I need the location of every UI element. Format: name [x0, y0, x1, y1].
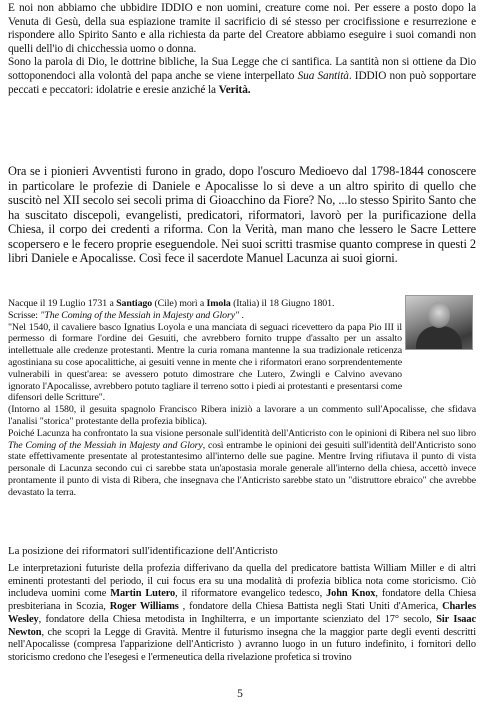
person-name: Roger Williams — [109, 601, 179, 613]
book-title: "The Coming of the Messiah in Majesty and Glory" — [40, 309, 240, 321]
italic-term: Sua Santità — [297, 69, 349, 82]
paragraph-lacunza — [8, 298, 476, 499]
paragraph-adventist-pioneers: Ora se i pionieri Avventisti furono in grado, dopo l'oscuro Medioevo dal 1798-1844 conoscere in particolare le profezie di Daniele e Apocalisse lo si deve a un altro spirito di quello che suscitò nel XII secolo sei secoli prima di Gioacchino da Fiore? No, ...lo stesso Spirito Santo che ha suscitato discepoli, evangelisti, predicatori, riformatori, lavorò per la purificazione della Chiesa, il corpo dei credenti a riforma. Con la Verità, man mano che lessero le Sacre Lettere scopersero e le fecero proprie eseguendole. Nei suoi scritti trasmise quanto comprese in questi 2 libri Daniele e Apocalisse. Così fece il sacerdote Manuel Lacunza ai suoi giorni. — [8, 164, 476, 265]
paragraph-text: . IDDIO non può sopportare peccati e peccatori: idolatrie e eresie anziché la — [8, 69, 476, 96]
bold-term: Verità. — [218, 83, 251, 96]
lacunza-biography: Nacque il 19 Luglio 1731 a Santiago (Cile) morì a Imola (Italia) il 18 Giugno 1801. Scrisse: "The Coming of the Messiah in Majesty and Glory" . "Nel 1540, il cavaliere basco Ignatius Loyola e una manciata di seguaci ricevettero da papa Pio III il permesso di formare l'ordine dei Gesuiti, che avrebbero fornito truppe d'assalto per un assalto intellettuale alle credenze protestanti. Mentre la curia romana mantenne la sua tradizionale reticenza agostiniana su cose apocalittiche, ai gesuiti venne in mente che i riformatori erano sorprendentemente vulnerabili in quest'area: se avessero potuto dimostrare che Lutero, Zwingli e Calvino avevano ignorato l'Apocalisse, avrebbero potuto tagliare il terreno sotto i piedi ai protestanti e presentarsi come difensori delle Scritture". — [8, 298, 402, 404]
ribera-note: (Intorno al 1580, il gesuita spagnolo Francisco Ribera iniziò a lavorare a un commento sull'Apocalisse, che sfidava l'analisi "storica" protestante della profezia biblica). — [8, 404, 476, 427]
place-name: Santiago — [116, 298, 153, 309]
paragraph-obedience — [8, 2, 476, 97]
paragraph-text: Sono la parola di Dio, le dottrine bibliche, la Sua Legge che ci santifica. La santità non si ottiene da Dio sottoponendoci alla volontà del papa anche se viene interpellato — [8, 56, 476, 82]
section-heading: La posizione dei riformatori sull'identificazione dell'Anticristo — [8, 545, 278, 557]
place-name: Imola — [206, 298, 231, 309]
person-name: Martin Lutero — [110, 588, 176, 600]
quote-text: "Nel 1540, il cavaliere basco Ignatius Loyola e una manciata di seguaci ricevettero da papa Pio III il permesso di formare l'ordine dei Gesuiti, che avrebbero fornito truppe d'assalto per un assalto intellettuale alle credenze protestanti. Mentre la curia romana mantenne la sua tradizionale reticenza agostiniana su cose apocalittiche, ai gesuiti venne in mente che i riformatori erano sorprendentemente vulnerabili in quest'area: se avessero potuto dimostrare che Lutero, Zwingli e Calvino avevano ignorato l'Apocalisse, avrebbero potuto tagliare il terreno sotto i piedi ai protestanti e presentarsi come difensori delle Scritture". — [8, 321, 402, 404]
person-name: Sir Isaac Newton — [8, 613, 476, 638]
paragraph-text: E noi non abbiamo che ubbidire IDDIO e non uomini, creature come noi. Per essere a posto dopo la Venuta di Gesù, della sua espiazione tramite il sacrificio di sé stesso per crocifissione e resurrezione e rispondere allo Spirito Santo e alla richiesta da parte del Creatore abbiamo eseguire i suoi comandi non quelli dell'io di chicchessia uomo o donna. — [8, 2, 476, 55]
paragraph-reformers: Le interpretazioni futuriste della profezia differivano da quella del predicatore battista William Miller e di altri eminenti protestanti del periodo, il cui focus era su una modalità di profezia biblica nota come storicismo. Ciò includeva uomini come Martin Lutero, il riformatore evangelico tedesco, John Knox, fondatore della Chiesa presbiteriana in Scozia, Roger Williams , fondatore della Chiesa Battista negli Stati Uniti d'America, Charles Wesley, fondatore della Chiesa metodista in Inghilterra, e un importante scienziato del 17° secolo, Sir Isaac Newton, che scoprì la Legge di Gravità. Mentre il futurismo insegna che la maggior parte degli eventi descritti nell'Apocalisse (compresa l'apparizione dell'Anticristo ) avranno luogo in un futuro indefinito, i fornitori dello storicismo credono che l'esegesi e l'ermeneutica della rivelazione profetica si trovino — [8, 563, 477, 663]
person-name: John Knox — [326, 588, 376, 600]
page-number: 5 — [237, 688, 243, 700]
person-name: Charles Wesley — [8, 601, 477, 625]
book-title: The Coming of the Messiah in Majesty and Glory — [8, 439, 203, 451]
lacunza-comparison: Poiché Lacunza ha confrontato la sua visione personale sull'identità dell'Anticristo con le opinioni di Ribera nel suo libro The Coming of the Messiah in Majesty and Glory, così entrambe le opinioni dei gesuiti sull'identità dell'Anticristo sono state effettivamente presentate al protestantesimo all'interno delle sue pagine. Mentre Irving rifiutava il punto di vista personale di Lacunza secondo cui ci sarebbe stata un'apostasia morale generale all'interno della chiesa, accettò invece prontamente il punto di vista di Ribera, che insegnava che l'Anticristo sarebbe stato un "distruttore ebraico" che avrebbe devastato la terra. — [8, 427, 476, 498]
